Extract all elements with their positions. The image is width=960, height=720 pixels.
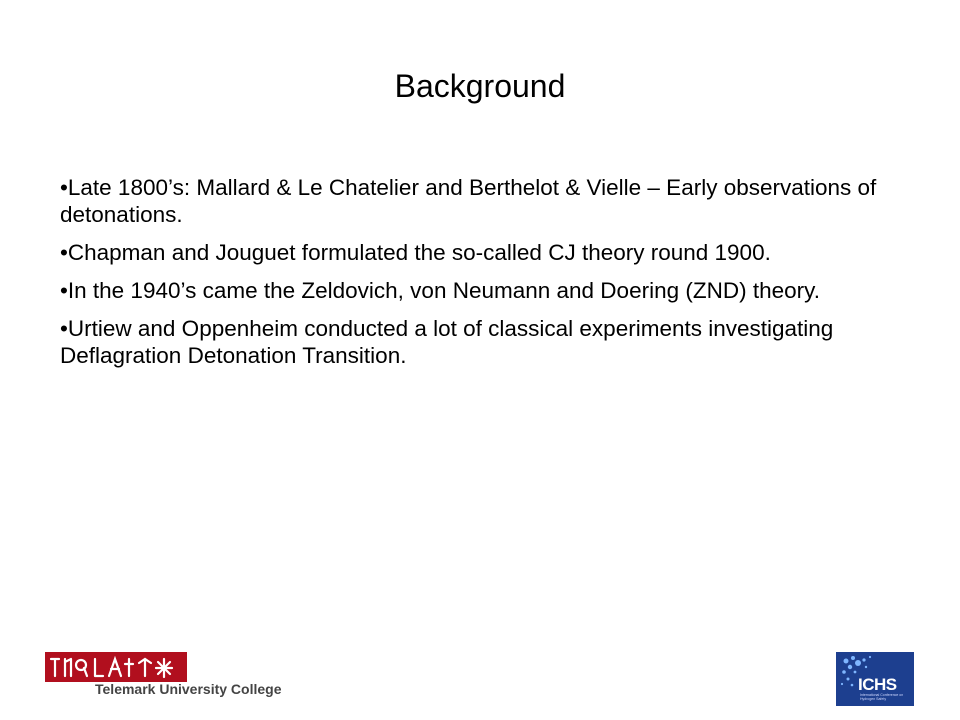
bullet-item	[60, 174, 900, 228]
bullet-item	[60, 277, 900, 304]
university-logo	[45, 652, 285, 698]
bullet-list	[60, 174, 900, 380]
bullet-item	[60, 239, 900, 266]
conference-logo-subtext: International Conference on Hydrogen Safety	[860, 693, 904, 701]
conference-logo-text: ICHS	[858, 675, 897, 694]
bullet-text: Urtiew and Oppenheim conducted a lot of classical experiments investigating Deflagration Detonation Transition.	[60, 316, 834, 368]
bullet-symbol: •	[60, 240, 68, 265]
university-name: Telemark University College	[95, 681, 282, 697]
bullet-symbol: •	[60, 278, 68, 303]
slide-title: Background	[394, 68, 566, 104]
bullet-symbol: •	[60, 175, 68, 200]
bullet-item	[60, 315, 900, 369]
bullet-text: Late 1800’s: Mallard & Le Chatelier and Berthelot & Vielle – Early observations of detonations.	[60, 175, 877, 227]
rune-glyphs-icon	[45, 652, 187, 682]
bullet-text: Chapman and Jouguet formulated the so-called CJ theory round 1900.	[67, 240, 771, 265]
bullet-text: In the 1940’s came the Zeldovich, von Neumann and Doering (ZND) theory.	[67, 278, 820, 303]
conference-logo	[836, 652, 914, 706]
bullet-symbol: •	[60, 316, 68, 341]
